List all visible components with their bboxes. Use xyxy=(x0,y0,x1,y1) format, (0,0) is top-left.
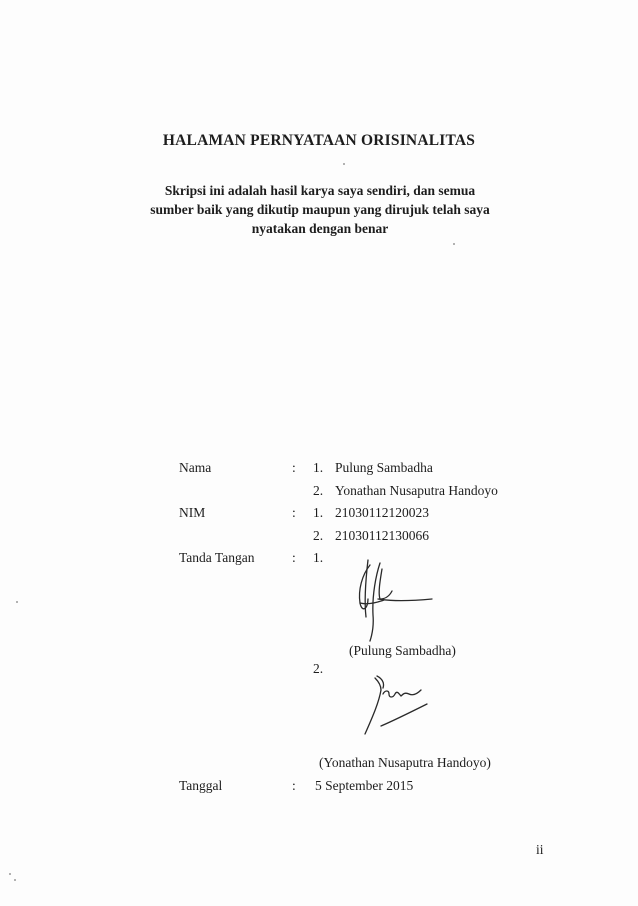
tanda-tangan-label: Tanda Tangan xyxy=(179,550,255,565)
page-title: HALAMAN PERNYATAAN ORISINALITAS xyxy=(162,132,476,149)
nama-label: Nama xyxy=(179,460,212,475)
signature-1-image xyxy=(340,555,440,645)
signature-2-name: (Yonathan Nusaputra Handoyo) xyxy=(319,755,491,770)
statement-line-3: nyatakan dengan benar xyxy=(251,221,389,236)
nama-item-2-number: 2. xyxy=(313,483,324,498)
nama-item-1-value: Pulung Sambadha xyxy=(335,460,433,475)
nim-item-2-number: 2. xyxy=(313,528,324,543)
nim-colon: : xyxy=(292,505,296,520)
nama-colon: : xyxy=(292,460,296,475)
nim-item-1-number: 1. xyxy=(313,505,324,520)
tanggal-value: 5 September 2015 xyxy=(315,778,414,793)
scan-speck xyxy=(14,879,16,881)
statement-line-1: Skripsi ini adalah hasil karya saya sendiri, dan semua xyxy=(164,183,476,198)
scan-speck xyxy=(9,873,11,875)
scan-speck xyxy=(453,243,455,245)
statement-line-2: sumber baik yang dikutip maupun yang dirujuk telah saya xyxy=(150,202,490,217)
signature-1-number: 1. xyxy=(313,550,324,565)
nim-item-1-value: 21030112120023 xyxy=(335,505,429,520)
tanggal-label: Tanggal xyxy=(179,778,223,793)
nama-item-2-value: Yonathan Nusaputra Handoyo xyxy=(335,483,498,498)
tanggal-colon: : xyxy=(292,778,296,793)
nim-label: NIM xyxy=(179,505,206,520)
originality-statement xyxy=(120,181,520,238)
nim-item-2-value: 21030112130066 xyxy=(335,528,429,543)
signature-1-name: (Pulung Sambadha) xyxy=(349,643,456,658)
nama-item-1-number: 1. xyxy=(313,460,324,475)
signature-2-number: 2. xyxy=(313,661,324,676)
scan-speck xyxy=(343,163,345,165)
signature-2-image xyxy=(355,672,445,742)
page-number: ii xyxy=(536,842,544,857)
scan-speck xyxy=(16,601,18,603)
tanda-tangan-colon: : xyxy=(292,550,296,565)
